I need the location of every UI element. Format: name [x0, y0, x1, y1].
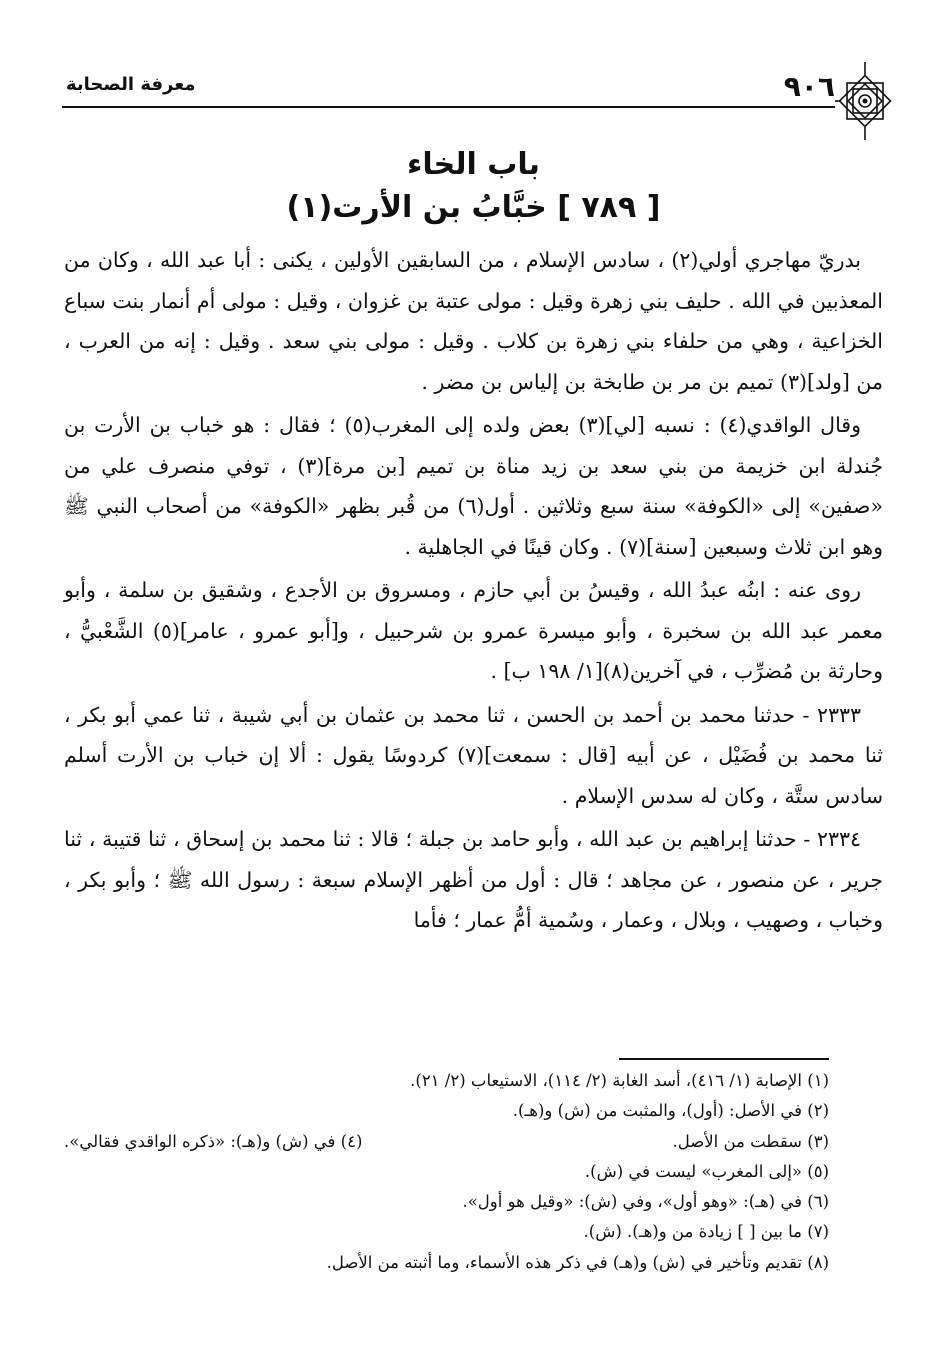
footnote-2: (٢) في الأصل: (أول)، والمثبت من (ش) و(هـ).: [512, 1101, 829, 1121]
paragraph-hadith-2334: ٢٣٣٤ - حدثنا إبراهيم بن عبد الله ، وأبو حامد بن جبلة ؛ قالا : ثنا محمد بن إسحاق ، ثنا قتيبة ، ثنا جرير ، عن منصور ، عن مجاهد ؛ قال : أول من أظهر الإسلام سبعة : رسول الله ﷺ ؛ وأبو بكر ، وخباب ، وصهيب ، وبلال ، وعمار ، وسُمية أمُّ عمار ؛ فأما: [64, 827, 883, 932]
paragraph-waqidi: وقال الواقدي(٤) : نسبه [لي](٣) بعض ولده إلى المغرب(٥) ؛ فقال : هو خباب بن الأرت بن جُندلة ابن خزيمة من بني سعد بن زيد مناة بن تميم [بن مرة](٣) ، توفي منصرف علي من «صفين» إلى «الكوفة» سنة سبع وثلاثين . أول(٦) من قُبر بظهر «الكوفة» من أصحاب النبي ﷺ وهو ابن ثلاث وسبعين [سنة](٧) . وكان قينًا في الجاهلية .: [64, 413, 883, 559]
running-title: معرفة الصحابة: [66, 74, 196, 95]
paragraph-narrators: روى عنه : ابنُه عبدُ الله ، وقيسُ بن أبي حازم ، ومسروق بن الأجدع ، وشقيق بن سلمة ، وأبو معمر عبد الله بن سخبرة ، وأبو ميسرة عمرو بن شرحبيل ، و[أبو عمرو ، عامر](٥) الشَّعْبيُّ ، وحارثة بن مُضرِّب ، في آخرين(٨)[١/ ١٩٨ ب] .: [64, 578, 883, 683]
body-text: [64, 240, 883, 944]
footnote-8: (٨) تقديم وتأخير في (ش) و(هـ) في ذكر هذه الأسماء، وما أثبته من الأصل.: [326, 1252, 829, 1272]
footnote-divider: [619, 1058, 829, 1060]
page-number: ٩٠٦: [783, 70, 835, 103]
footnote-row-3-4: [64, 1127, 829, 1157]
paragraph-hadith-2333: ٢٣٣٣ - حدثنا محمد بن أحمد بن الحسن ، ثنا محمد بن عثمان بن أبي شيبة ، ثنا عمي أبو بكر ، ثنا محمد بن فُضَيْل ، عن أبيه [قال : سمعت](٧) كردوسًا يقول : ألا إن خباب بن الأرت أسلم سادس ستَّة ، وكان له سدس الإسلام .: [64, 702, 883, 808]
footnote-5: (٥) «إلى المغرب» ليست في (ش).: [584, 1161, 829, 1181]
paragraph-biography: بدريّ مهاجري أولي(٢) ، سادس الإسلام ، من السابقين الأولين ، يكنى : أبا عبد الله ، وكان من المعذبين في الله . حليف بني زهرة وقيل : مولى عتبة بن غزوان ، وقيل : مولى أم أنمار بنت سباع الخزاعية ، وهي من حلفاء بني زهرة بن كلاب . وقيل : مولى بني سعد . وقيل : إنه من العرب ، من [ولد](٣) تميم بن مر بن طابخة بن إلياس بن مضر .: [64, 248, 883, 394]
footnote-6: (٦) في (هـ): «وهو أول»، وفي (ش): «وقيل هو أول».: [462, 1192, 829, 1212]
footnotes: [64, 1066, 829, 1278]
footnote-3: (٣) سقطت من الأصل.: [672, 1131, 829, 1151]
footnote-4: (٤) في (ش) و(هـ): «ذكره الواقدي فقالي».: [64, 1131, 363, 1151]
octagram-ornament-icon: [835, 60, 895, 142]
footnote-7: (٧) ما بين [ ] زيادة من و(هـ). (ش).: [583, 1222, 829, 1242]
chapter-title: باب الخاء: [407, 147, 540, 182]
page-header: [62, 66, 835, 108]
entry-title: [ ٧٨٩ ] خبَّابُ بن الأرت(١): [286, 190, 661, 225]
footnote-1: (١) الإصابة (١/ ٤١٦)، أسد الغابة (٢/ ١١٤)، الاستيعاب (٢/ ٢١).: [410, 1071, 829, 1090]
